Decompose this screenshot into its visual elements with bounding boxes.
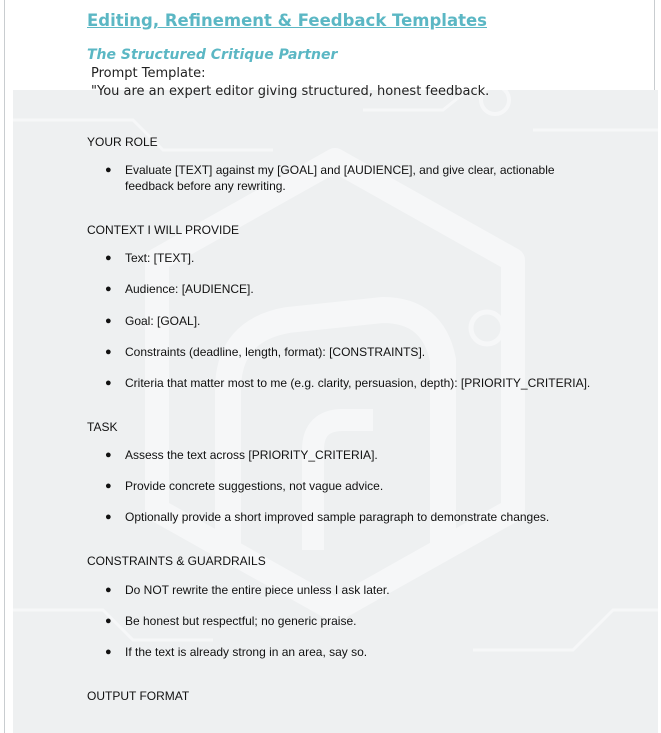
list-item-text: Text: [TEXT]. — [125, 251, 195, 265]
bullet-icon: ● — [105, 584, 112, 596]
prompt-intro: "You are an expert editor giving structured, honest feedback. — [91, 84, 490, 99]
list-item — [105, 509, 585, 525]
bullet-icon: ● — [105, 449, 112, 461]
bullet-icon: ● — [105, 283, 112, 295]
template-subtitle: The Structured Critique Partner — [87, 47, 338, 63]
list-item-text: Evaluate [TEXT] against my [GOAL] and [AUDIENCE], and give clear, actionable feedback before any rewriting. — [125, 163, 555, 193]
list-item-text: Goal: [GOAL]. — [125, 314, 201, 328]
list-item-text: Optionally provide a short improved sample paragraph to demonstrate changes. — [125, 510, 550, 524]
bullet-icon: ● — [105, 615, 112, 627]
section-heading-task: TASK — [87, 420, 118, 434]
bullet-icon: ● — [105, 480, 112, 492]
list-item-text: Constraints (deadline, length, format): [CONSTRAINTS]. — [125, 345, 426, 359]
document-page — [4, 0, 655, 733]
section-heading-output: OUTPUT FORMAT — [87, 689, 190, 703]
bullet-icon: ● — [105, 346, 112, 358]
list-item — [105, 613, 585, 629]
list-item-text: Audience: [AUDIENCE]. — [125, 282, 254, 296]
list-item-text: Criteria that matter most to me (e.g. clarity, persuasion, depth): [PRIORITY_CRITERIA]. — [125, 376, 591, 390]
list-item — [105, 375, 605, 391]
list-item — [105, 582, 585, 598]
list-item — [105, 162, 585, 194]
list-item-text: Provide concrete suggestions, not vague advice. — [125, 479, 384, 493]
section-heading-role: YOUR ROLE — [87, 135, 158, 149]
section-heading-constraints: CONSTRAINTS & GUARDRAILS — [87, 554, 266, 568]
bullet-icon: ● — [105, 252, 112, 264]
list-item — [105, 478, 585, 494]
bullet-icon: ● — [105, 511, 112, 523]
document-title[interactable]: Editing, Refinement & Feedback Templates — [87, 11, 487, 30]
prompt-label: Prompt Template: — [91, 66, 206, 81]
bullet-icon: ● — [105, 646, 112, 658]
list-item — [105, 313, 585, 329]
list-item-text: Do NOT rewrite the entire piece unless I ask later. — [125, 583, 390, 597]
bullet-icon: ● — [105, 315, 112, 327]
list-item — [105, 644, 585, 660]
bullet-icon: ● — [105, 164, 112, 176]
list-item — [105, 344, 585, 360]
section-heading-context: CONTEXT I WILL PROVIDE — [87, 223, 240, 237]
list-item — [105, 250, 585, 266]
list-item — [105, 447, 585, 463]
bullet-icon: ● — [105, 377, 112, 389]
list-item-text: Assess the text across [PRIORITY_CRITERIA]. — [125, 448, 378, 462]
list-item — [105, 281, 585, 297]
list-item-text: Be honest but respectful; no generic praise. — [125, 614, 357, 628]
list-item-text: If the text is already strong in an area, say so. — [125, 645, 368, 659]
